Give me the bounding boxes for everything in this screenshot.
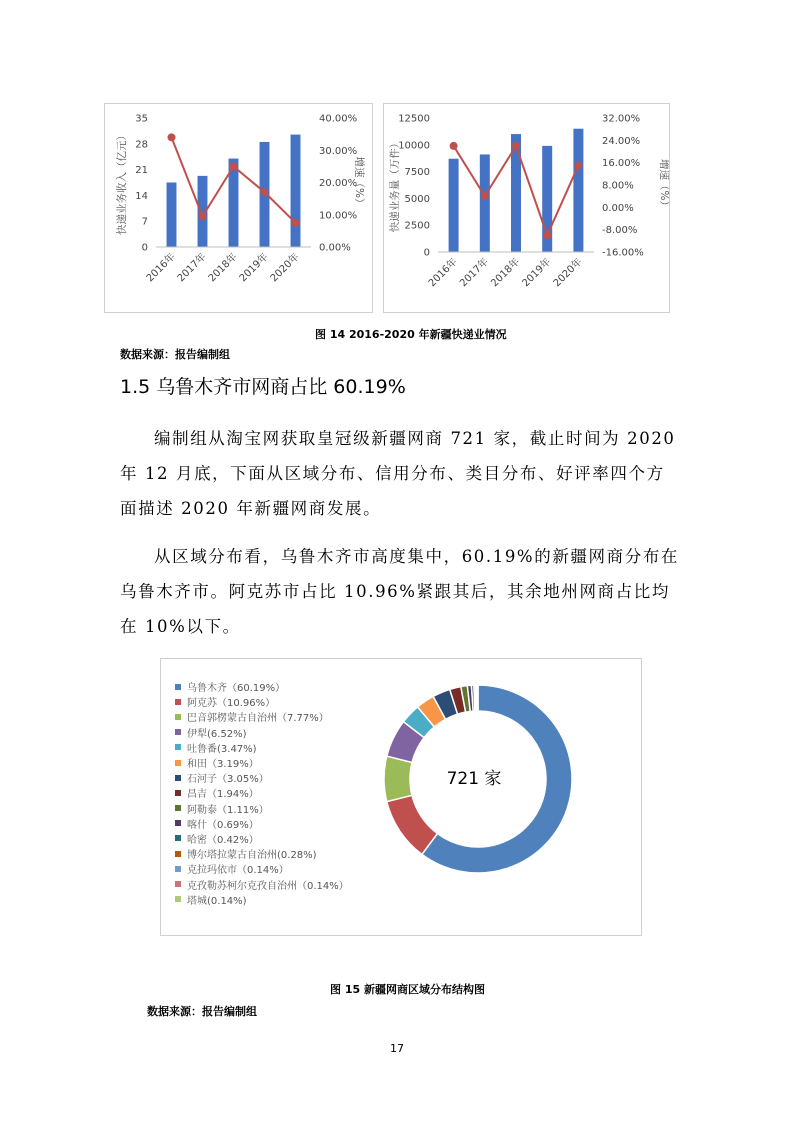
growth-point xyxy=(292,219,300,227)
y-right-tick-label: 40.00% xyxy=(319,113,358,125)
x-tick-label: 2019年 xyxy=(520,256,554,290)
x-tick-label: 2020年 xyxy=(551,256,585,290)
paragraph-1-line: 编制组从淘宝网获取皇冠级新疆网商 721 家，截止时间为 2020 xyxy=(154,429,676,448)
legend-label: 阿克苏（10.96%） xyxy=(187,698,276,710)
legend-label: 石河子（3.05%） xyxy=(187,774,269,786)
legend-label: 塔城(0.14%) xyxy=(187,895,247,907)
x-tick-label: 2016年 xyxy=(144,251,178,285)
figure-14-caption: 图 14 2016-2020 年新疆快递业情况 xyxy=(315,328,507,341)
donut-slice xyxy=(384,756,412,801)
growth-point xyxy=(230,162,238,170)
legend-label: 和田（3.19%） xyxy=(187,759,259,771)
growth-point xyxy=(261,188,269,196)
x-tick-label: 2016年 xyxy=(426,256,460,290)
y-tick-label: 12500 xyxy=(398,113,430,125)
paragraph-2-line: 从区域分布看，乌鲁木齐市高度集中，60.19%的新疆网商分布在 xyxy=(154,547,680,566)
y-right-tick-label: 8.00% xyxy=(602,180,634,192)
paragraph-2 xyxy=(120,539,680,644)
y-axis-title: 快递业务量（万件） xyxy=(389,137,401,233)
legend-label: 克拉玛依市（0.14%） xyxy=(187,865,289,877)
legend-label: 哈密（0.42%） xyxy=(187,834,259,846)
express-volume-chart xyxy=(383,103,670,313)
y-tick-label: 7 xyxy=(141,216,148,228)
express-revenue-chart-svg xyxy=(105,104,372,312)
legend-label: 阿勒泰（1.11%） xyxy=(187,804,269,816)
y-right-tick-label: 0.00% xyxy=(319,242,351,254)
x-tick-label: 2020年 xyxy=(268,251,302,285)
x-tick-label: 2018年 xyxy=(489,256,523,290)
y-right-tick-label: -16.00% xyxy=(602,247,644,259)
y-right-tick-label: 32.00% xyxy=(602,113,641,125)
express-volume-chart-svg xyxy=(384,104,669,312)
y-right-tick-label: -8.00% xyxy=(602,225,638,237)
x-tick-label: 2017年 xyxy=(175,251,209,285)
section-heading: 1.5 乌鲁木齐市网商占比 60.19% xyxy=(120,376,406,398)
bar xyxy=(573,129,583,252)
y-tick-label: 0 xyxy=(141,242,148,254)
paragraph-2-line: 在 10%以下。 xyxy=(120,617,241,636)
figure-15-source: 数据来源：报告编制组 xyxy=(147,1005,257,1018)
x-tick-label: 2018年 xyxy=(206,251,240,285)
legend-label: 喀什（0.69%） xyxy=(187,819,259,831)
growth-point xyxy=(481,192,489,200)
figure-14-source: 数据来源：报告编制组 xyxy=(120,348,230,361)
legend-label: 博尔塔拉蒙古自治州(0.28%) xyxy=(187,850,317,862)
donut-center-label: 721 家 xyxy=(446,769,502,789)
legend-label: 伊犁(6.52%) xyxy=(187,728,247,740)
x-tick-label: 2019年 xyxy=(237,251,271,285)
y-right-tick-label: 16.00% xyxy=(602,158,641,170)
paragraph-1-line: 面描述 2020 年新疆网商发展。 xyxy=(120,499,382,518)
y-right-tick-label: 0.00% xyxy=(602,202,634,214)
donut-slice xyxy=(477,685,478,711)
legend-label: 克孜勒苏柯尔克孜自治州（0.14%） xyxy=(187,880,349,892)
y-right-tick-label: 10.00% xyxy=(319,210,358,222)
growth-point xyxy=(543,231,551,239)
bar xyxy=(167,183,177,248)
y-tick-label: 21 xyxy=(135,165,148,177)
bar xyxy=(291,135,301,247)
y-right-tick-label: 20.00% xyxy=(319,178,358,189)
growth-point xyxy=(199,212,207,220)
y-tick-label: 35 xyxy=(135,113,148,125)
y-tick-label: 10000 xyxy=(398,140,430,152)
paragraph-2-line: 乌鲁木齐市。阿克苏市占比 10.96%紧跟其后，其余地州网商占比均 xyxy=(120,582,670,601)
growth-point xyxy=(450,142,458,150)
y-right-tick-label: 30.00% xyxy=(319,145,358,157)
growth-point xyxy=(168,133,176,141)
growth-point xyxy=(512,142,520,150)
page-number: 17 xyxy=(390,1042,404,1055)
legend-label: 吐鲁番(3.47%) xyxy=(187,743,257,755)
legend-label: 巴音郭楞蒙古自治州（7.77%） xyxy=(187,713,329,725)
express-revenue-chart xyxy=(104,103,373,313)
paragraph-1-line: 年 12 月底，下面从区域分布、信用分布、类目分布、好评率四个方 xyxy=(120,464,665,483)
y-tick-label: 28 xyxy=(135,139,148,151)
paragraph-1 xyxy=(120,421,680,526)
bar xyxy=(449,159,459,252)
y-right-axis-title: 增速（%） xyxy=(353,156,365,209)
y-tick-label: 7500 xyxy=(404,167,430,179)
figure-15-caption: 图 15 新疆网商区域分布结构图 xyxy=(330,983,485,996)
legend-label: 昌吉（1.94%） xyxy=(187,789,259,801)
y-tick-label: 0 xyxy=(423,247,430,259)
region-donut-svg xyxy=(161,659,641,935)
y-right-tick-label: 24.00% xyxy=(602,135,641,147)
y-tick-label: 2500 xyxy=(404,220,430,232)
y-tick-label: 5000 xyxy=(404,193,430,205)
y-right-axis-title: 增速（%） xyxy=(658,159,669,211)
legend-label: 乌鲁木齐（60.19%） xyxy=(187,683,286,695)
x-tick-label: 2017年 xyxy=(458,256,491,290)
y-axis-title: 快递业务收入（亿元） xyxy=(116,130,128,235)
bar xyxy=(480,154,490,252)
growth-point xyxy=(574,161,582,169)
region-distribution-chart xyxy=(160,658,642,936)
y-tick-label: 14 xyxy=(135,190,148,202)
